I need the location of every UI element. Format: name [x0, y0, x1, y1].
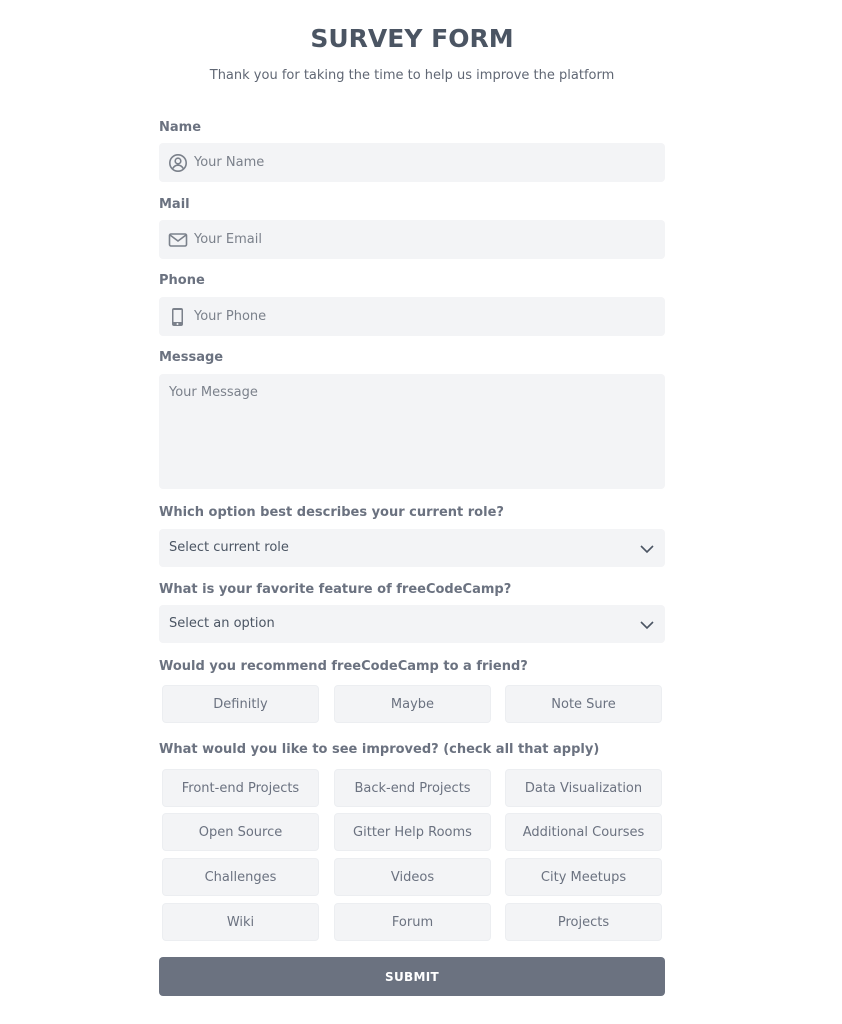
mail-label: Mail: [159, 197, 190, 212]
improve-option-gitter-help-rooms[interactable]: Gitter Help Rooms: [334, 813, 491, 851]
feature-selected-value: Select an option: [169, 616, 275, 631]
submit-button[interactable]: SUBMIT: [159, 957, 665, 996]
improve-option-videos[interactable]: Videos: [334, 858, 491, 896]
chevron-down-icon: [639, 541, 655, 557]
chevron-down-icon: [639, 617, 655, 633]
name-label: Name: [159, 120, 202, 135]
improve-option-forum[interactable]: Forum: [334, 903, 491, 941]
user-circle-icon: [168, 153, 188, 173]
recommend-option-maybe[interactable]: Maybe: [334, 685, 491, 723]
improve-option-challenges[interactable]: Challenges: [162, 858, 319, 896]
name-field[interactable]: [159, 143, 665, 182]
improve-option-wiki[interactable]: Wiki: [162, 903, 319, 941]
mobile-phone-icon: [168, 307, 188, 327]
email-input[interactable]: Your Email: [194, 232, 262, 247]
role-question: Which option best describes your current role?: [159, 505, 504, 520]
improve-option-additional-courses[interactable]: Additional Courses: [505, 813, 662, 851]
improve-option-projects[interactable]: Projects: [505, 903, 662, 941]
message-placeholder: Your Message: [169, 385, 258, 400]
feature-select[interactable]: [159, 605, 665, 643]
role-selected-value: Select current role: [169, 540, 289, 555]
recommend-option-definitly[interactable]: Definitly: [162, 685, 319, 723]
improve-question: What would you like to see improved? (check all that apply): [159, 742, 600, 757]
improve-option-data-visualization[interactable]: Data Visualization: [505, 769, 662, 807]
envelope-icon: [168, 230, 188, 250]
page-title: SURVEY FORM: [310, 24, 514, 53]
recommend-option-not-sure[interactable]: Note Sure: [505, 685, 662, 723]
message-label: Message: [159, 350, 224, 365]
phone-input[interactable]: Your Phone: [194, 309, 267, 324]
recommend-question: Would you recommend freeCodeCamp to a friend?: [159, 659, 528, 674]
improve-option-open-source[interactable]: Open Source: [162, 813, 319, 851]
name-input[interactable]: Your Name: [194, 155, 265, 170]
improve-option-city-meetups[interactable]: City Meetups: [505, 858, 662, 896]
role-select[interactable]: [159, 529, 665, 567]
phone-label: Phone: [159, 273, 205, 288]
email-field[interactable]: [159, 220, 665, 259]
improve-option-back-end-projects[interactable]: Back-end Projects: [334, 769, 491, 807]
page-subtitle: Thank you for taking the time to help us improve the platform: [209, 68, 615, 83]
improve-option-front-end-projects[interactable]: Front-end Projects: [162, 769, 319, 807]
feature-question: What is your favorite feature of freeCodeCamp?: [159, 582, 512, 597]
message-textarea[interactable]: [159, 374, 665, 489]
phone-field[interactable]: [159, 297, 665, 336]
